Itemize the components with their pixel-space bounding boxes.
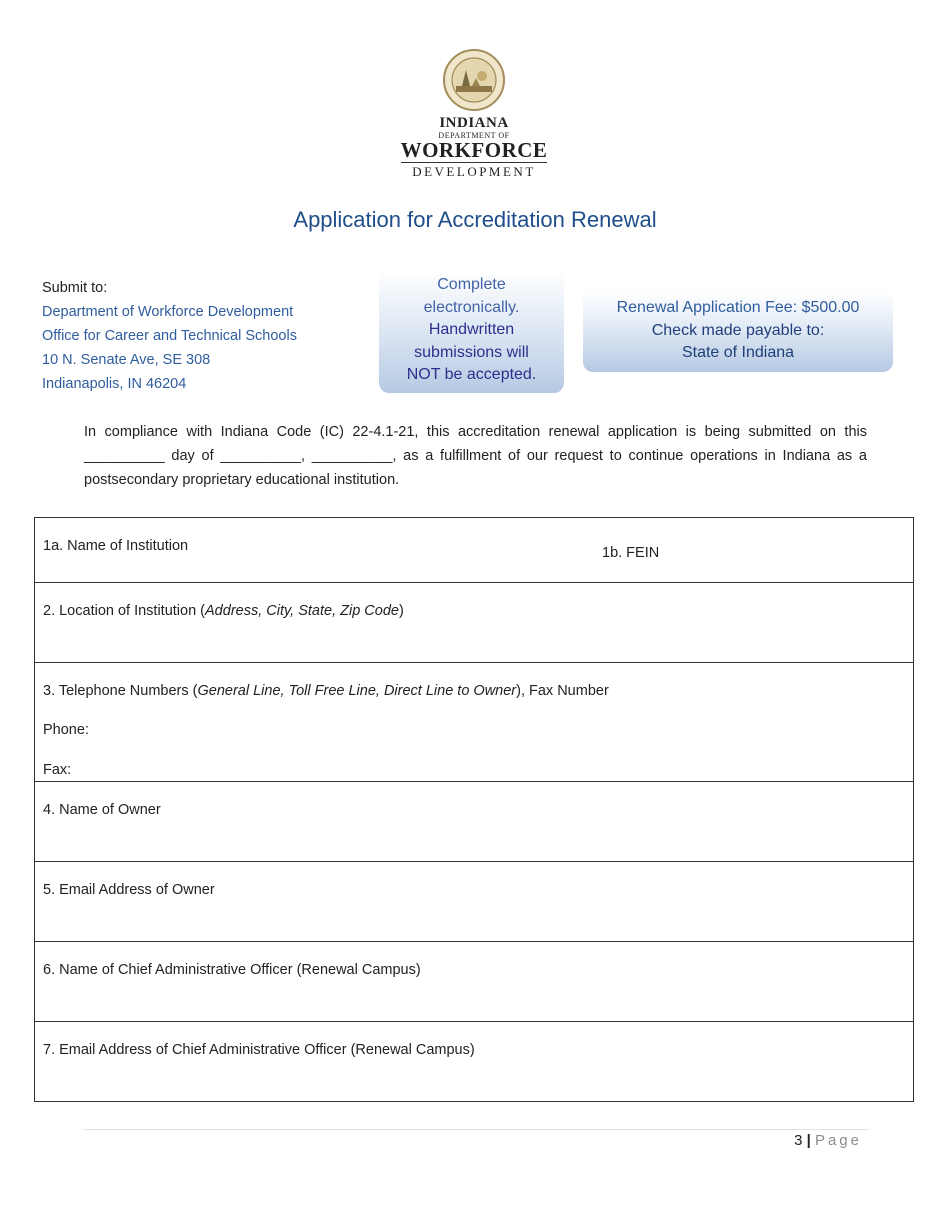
location-label-hint: Address, City, State, Zip Code (205, 603, 399, 619)
page-label: Page (814, 1132, 862, 1149)
owner-name-label: 4. Name of Owner (43, 802, 161, 818)
fee-notice (583, 292, 893, 372)
notice-line-5: NOT be accepted. (406, 366, 537, 383)
notice-line-2: electronically. (423, 298, 520, 316)
field-row-telephone[interactable] (35, 662, 913, 781)
field-row-owner-email[interactable] (35, 861, 913, 941)
submit-to-block (42, 276, 297, 396)
field-row-location[interactable] (35, 582, 913, 662)
field-row-cao-email[interactable] (35, 1021, 913, 1101)
logo-indiana: INDIANA (439, 115, 509, 131)
page-number: 3 (794, 1132, 803, 1149)
telephone-label-close: ), Fax Number (516, 683, 609, 699)
address-line-3: 10 N. Senate Ave, SE 308 (42, 352, 211, 368)
owner-email-label: 5. Email Address of Owner (43, 882, 215, 898)
address-line-4: Indianapolis, IN 46204 (42, 376, 187, 392)
notice-line-1: Complete (437, 276, 506, 293)
footer-divider (83, 1129, 869, 1130)
fee-amount: Renewal Application Fee: $500.00 (616, 299, 860, 316)
phone-label: Phone: (43, 722, 89, 738)
notice-line-4: submissions will (414, 343, 529, 361)
submit-to-label: Submit to: (42, 280, 108, 296)
agency-logo (398, 48, 550, 178)
page-footer (794, 1132, 862, 1149)
fee-payee: State of Indiana (681, 344, 795, 361)
telephone-label-hint: General Line, Toll Free Line, Direct Line to Owner (197, 683, 517, 699)
page-title: Application for Accreditation Renewal (293, 207, 657, 232)
address-line-1: Department of Workforce Development (42, 304, 294, 320)
fee-payable-label: Check made payable to: (651, 321, 825, 339)
application-form-table (34, 517, 914, 1102)
electronic-submission-notice (379, 270, 564, 393)
telephone-label-text: 3. Telephone Numbers ( (43, 683, 198, 699)
institution-name-label: 1a. Name of Institution (43, 538, 189, 554)
location-label-close: ) (398, 603, 404, 619)
telephone-label (43, 683, 609, 699)
page-separator: | (806, 1132, 811, 1149)
logo-department-of: DEPARTMENT OF (438, 131, 510, 140)
cao-email-label: 7. Email Address of Chief Administrative Officer (Renewal Campus) (43, 1042, 475, 1058)
field-row-institution[interactable] (35, 518, 913, 582)
fax-label: Fax: (43, 762, 72, 778)
cao-name-label: 6. Name of Chief Administrative Officer (Renewal Campus) (43, 962, 421, 978)
location-label-text: 2. Location of Institution ( (43, 603, 206, 619)
location-label (43, 603, 404, 619)
address-line-2: Office for Career and Technical Schools (42, 328, 297, 344)
logo-development: DEVELOPMENT (412, 164, 536, 179)
field-row-cao-name[interactable] (35, 941, 913, 1021)
logo-workforce: WORKFORCE (400, 138, 548, 162)
fein-label: 1b. FEIN (602, 545, 660, 561)
notice-line-3: Handwritten (428, 321, 515, 338)
field-row-owner-name[interactable] (35, 781, 913, 861)
state-seal-icon (442, 48, 506, 112)
compliance-statement: In compliance with Indiana Code (IC) 22-4.1-21, this accreditation renewal application is being submitted on this __________ day of __________, __________, as a fulfillment of our request to continue operations in Indiana as a postsecondary proprietary educational institution. (84, 424, 867, 488)
